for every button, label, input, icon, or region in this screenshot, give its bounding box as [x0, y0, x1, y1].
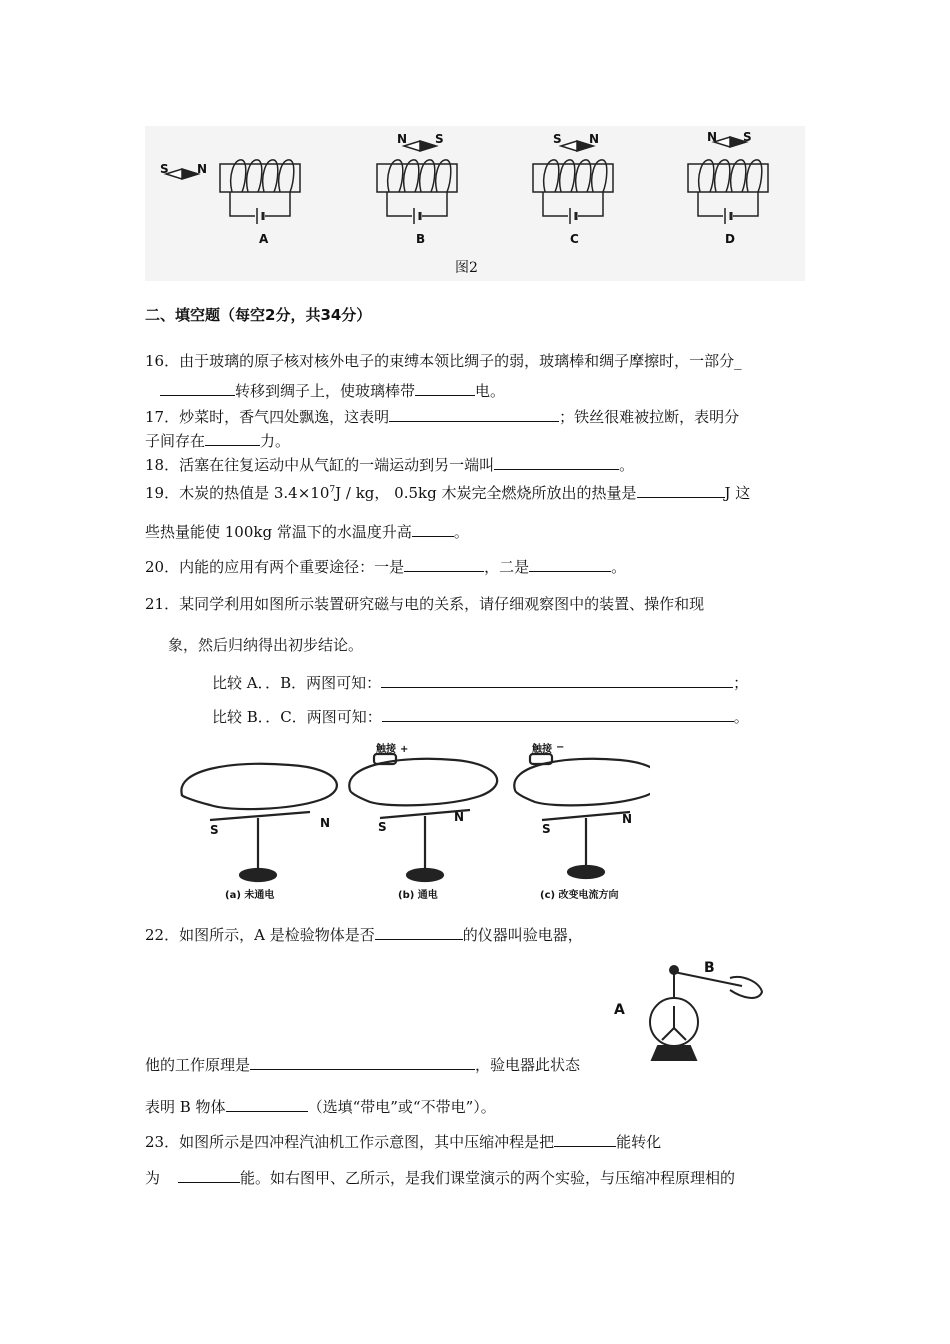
q16-text-a: 16．由于玻璃的原子核对核外电子的束缚本领比绸子的弱，玻璃棒和绸子摩擦时，一部分_ [145, 352, 742, 370]
q17-line1 [145, 407, 739, 427]
electroscope-drawing [612, 960, 772, 1070]
q19-text-d: 些热量能使 100kg 常温下的水温度升高 [145, 523, 412, 541]
q17-text-b: ；铁丝很难被拉断，表明分 [559, 408, 740, 426]
q21-compare-bc [212, 707, 749, 727]
fig-c-pole-N: N [622, 812, 633, 826]
panel-d-compass-N: N [707, 130, 718, 144]
figure-2-caption: 图2 [455, 260, 478, 276]
q21-line2: 象，然后归纳得出初步结论。 [168, 636, 364, 654]
oersted-drawing [170, 740, 650, 905]
q21-text-d: 比较 B．．C．两图可知： [212, 708, 382, 726]
fig-c-pole-S: S [542, 822, 551, 836]
q17-line2 [145, 431, 290, 451]
q17-text-c: 子间存在 [145, 432, 206, 450]
panel-c-label: C [570, 232, 579, 246]
panel-a-compass-N: N [197, 162, 208, 176]
panel-b-compass-S: S [435, 132, 444, 146]
q23-text-c: 为 [145, 1169, 161, 1187]
q22-text-d: ，验电器此状态 [475, 1056, 581, 1074]
solenoid-a-wire-right [265, 192, 290, 216]
q16-blank-1[interactable] [160, 381, 235, 396]
q21-compare-ab [212, 673, 748, 693]
q16-line1 [145, 351, 742, 371]
panel-b-label: B [416, 232, 426, 246]
panel-c-compass-S: S [553, 132, 562, 146]
fig-b-pole-N: N [454, 810, 465, 824]
fig-a-caption: (a) 未通电 [225, 890, 275, 901]
solenoid-a-wire-left [230, 192, 255, 216]
q17-blank-1[interactable] [389, 407, 559, 422]
q23-line2 [145, 1168, 735, 1188]
q18-blank[interactable] [494, 455, 619, 470]
q23-blank-1[interactable] [554, 1132, 616, 1147]
q16-line2 [160, 381, 505, 401]
fig-c-caption: (c) 改变电流方向 [540, 890, 619, 901]
q22-blank-1[interactable] [375, 925, 463, 940]
q20-text-a: 20．内能的应用有两个重要途径：一是 [145, 558, 405, 576]
q19-text-b: J / kg， 0.5kg 木炭完全燃烧所放出的热量是 [335, 484, 637, 502]
solenoid-d-wire-right [733, 192, 758, 216]
section-title: 二、填空题（每空2分，共34分） [145, 306, 372, 324]
q23-text-a: 23．如图所示是四冲程汽油机工作示意图，其中压缩冲程是把 [145, 1133, 555, 1151]
q20-text-c: 。 [611, 558, 627, 576]
figure-2 [145, 126, 805, 281]
fig-a-pole-S: S [210, 823, 219, 837]
q17-text-d: 力。 [260, 432, 291, 450]
panel-b-compass-N: N [397, 132, 408, 146]
compass-a-needle-dark [182, 169, 198, 179]
q22-text-e: 表明 B 物体 [145, 1098, 226, 1116]
electroscope-label-B: B [704, 960, 715, 976]
q22-text-b: 的仪器叫验电器， [462, 926, 583, 944]
q23-blank-2[interactable] [178, 1168, 240, 1183]
electroscope-label-A: A [614, 1002, 625, 1018]
q16-blank-2[interactable] [415, 381, 475, 396]
q21-blank-2[interactable] [382, 707, 734, 722]
fig-b-plus: + [400, 744, 409, 755]
panel-a-compass-S: S [160, 162, 169, 176]
solenoid-b-wire-left [387, 192, 412, 216]
q23-text-b: 能转化 [616, 1133, 662, 1151]
fig-b-touch-label: 触接 [376, 744, 396, 755]
panel-d-compass-S: S [743, 130, 752, 144]
q16-text-c: 电。 [475, 382, 506, 400]
q19-text-a: 19．木炭的热值是 3.4×10 [145, 484, 330, 502]
q19-line1 [145, 480, 750, 503]
q22-text-c: 他的工作原理是 [145, 1056, 251, 1074]
q20-text-b: ，二是 [484, 558, 530, 576]
q20-line [145, 557, 626, 577]
panel-a-label: A [259, 232, 269, 246]
q19-superscript: 7 [329, 485, 336, 495]
q22-blank-2[interactable] [250, 1055, 475, 1070]
q19-blank-1[interactable] [637, 483, 725, 498]
q20-blank-2[interactable] [529, 557, 611, 572]
figure-electroscope [612, 960, 772, 1070]
fig-c-minus: − [556, 742, 565, 753]
q22-line3 [145, 1097, 496, 1117]
q19-line2 [145, 522, 469, 542]
q22-line2 [145, 1055, 580, 1075]
q21-blank-1[interactable] [381, 673, 733, 688]
q22-text-a: 22．如图所示，A 是检验物体是否 [145, 926, 375, 944]
fig-b-caption: (b) 通电 [398, 890, 438, 901]
q17-blank-2[interactable] [205, 431, 260, 446]
compass-b-needle-dark [420, 141, 436, 151]
panel-d-label: D [725, 232, 735, 246]
solenoid-d-wire-left [698, 192, 723, 216]
q20-blank-1[interactable] [404, 557, 484, 572]
q23-text-d: 能。如右图甲、乙所示，是我们课堂演示的两个实验，与压缩冲程原理相的 [240, 1169, 736, 1187]
solenoid-c-wire-left [543, 192, 568, 216]
q21-line1: 21．某同学利用如图所示装置研究磁与电的关系，请仔细观察图中的装置、操作和现 [145, 595, 705, 613]
fig-b-pole-S: S [378, 820, 387, 834]
solenoid-b-wire-right [422, 192, 447, 216]
fig-c-touch-label: 触接 [532, 744, 552, 755]
q17-text-a: 17．炒菜时，香气四处飘逸，这表明 [145, 408, 390, 426]
q22-line1 [145, 925, 583, 945]
q18-line [145, 455, 634, 475]
q16-text-b: 转移到绸子上，使玻璃棒带 [235, 382, 416, 400]
q23-line1 [145, 1132, 661, 1152]
q19-text-e: 。 [453, 523, 469, 541]
solenoid-c-wire-right [578, 192, 603, 216]
q18-text-a: 18．活塞在往复运动中从气缸的一端运动到另一端叫 [145, 456, 495, 474]
q21-text-c-end: ； [733, 674, 749, 692]
q18-text-b: 。 [619, 456, 635, 474]
fig-a-pole-N: N [320, 816, 331, 830]
q19-blank-2[interactable] [412, 522, 454, 537]
q19-text-c: J 这 [724, 484, 751, 502]
figure-oersted [170, 740, 650, 905]
q21-text-c: 比较 A．．B．两图可知： [212, 674, 382, 692]
panel-c-compass-N: N [589, 132, 600, 146]
q21-text-d-end: 。 [733, 708, 749, 726]
q22-blank-3[interactable] [226, 1097, 308, 1112]
q22-text-f: （选填“带电”或“不带电”）。 [307, 1098, 496, 1116]
